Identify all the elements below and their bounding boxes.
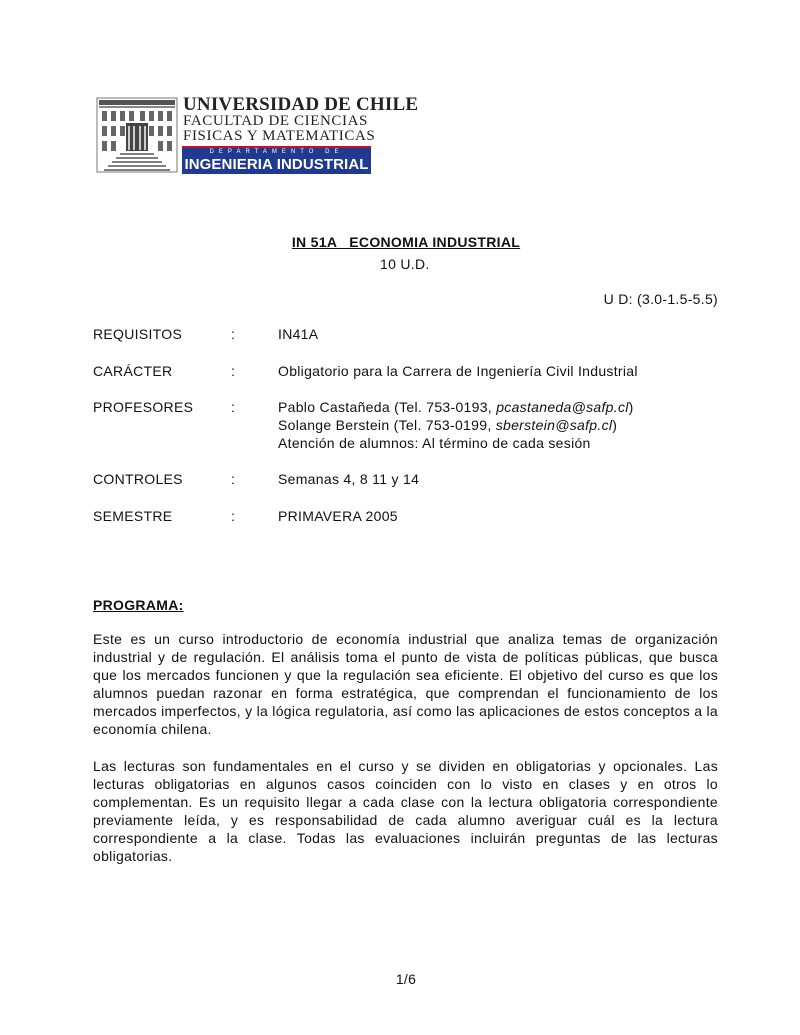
professor-2-name: Solange Berstein (Tel. 753-0199,: [278, 417, 496, 433]
controles-value: Semanas 4, 8 11 y 14: [278, 471, 420, 487]
programa-heading: PROGRAMA:: [93, 597, 184, 613]
logo-department-label: DEPARTAMENTO DE: [209, 149, 344, 155]
logo-faculty-line2: FISICAS Y MATEMATICAS: [183, 128, 376, 144]
profesores-label: PROFESORES: [93, 399, 194, 415]
professor-1-close: ): [628, 399, 634, 415]
caracter-value: Obligatorio para la Carrera de Ingeniería Civil Industrial: [278, 363, 638, 379]
requisitos-value: IN41A: [278, 326, 319, 342]
logo-university-name: UNIVERSIDAD DE CHILE: [183, 94, 419, 115]
caracter-colon: :: [231, 363, 236, 379]
university-logo: [96, 94, 419, 174]
building-icon: [96, 96, 178, 174]
semestre-value: PRIMAVERA 2005: [278, 508, 398, 524]
course-ud: U D: (3.0-1.5-5.5): [603, 291, 718, 307]
logo-faculty-line1: FACULTAD DE CIENCIAS: [183, 113, 368, 129]
controles-label: CONTROLES: [93, 471, 183, 487]
attention-hours: Atención de alumnos: Al término de cada sesión: [278, 435, 591, 451]
requisitos-colon: :: [231, 326, 236, 342]
professor-1: [278, 399, 634, 415]
profesores-colon: :: [231, 399, 236, 415]
professor-2-close: ): [612, 417, 618, 433]
professor-1-name: Pablo Castañeda (Tel. 753-0193,: [278, 399, 497, 415]
programa-paragraph-2: Las lecturas son fundamentales en el curso y se dividen en obligatorias y opcionales. Las lecturas obligatorias en algunos casos coinciden con lo visto en clases y en otros lo complementan. Es un requisito llegar a cada clase con la lectura obligatoria correspondiente previamente leída, y es responsabilidad de cada alumno averiguar cuál es la lectura correspondiente a la clase. Todas las evaluaciones incluirán preguntas de las lecturas obligatorias.: [93, 758, 718, 864]
programa-paragraph-1: Este es un curso introductorio de economía industrial que analiza temas de organización industrial y de regulación. El análisis toma el punto de vista de políticas públicas, que busca que los mercados funcionen y que la regulación sea eficiente. El objetivo del curso es que los alumnos puedan razonar en forma estratégica, que comprendan el funcionamiento de los mercados imperfectos, y la lógica regulatoria, así como las aplicaciones de estos conceptos a la economía chilena.: [93, 631, 718, 737]
controles-colon: :: [231, 471, 236, 487]
semestre-colon: :: [231, 508, 236, 524]
requisitos-label: REQUISITOS: [93, 326, 183, 342]
course-units: 10 U.D.: [380, 256, 430, 272]
professor-1-email[interactable]: pcastaneda@safp.cl: [496, 399, 629, 415]
caracter-label: CARÁCTER: [93, 363, 173, 379]
logo-department-band: [182, 148, 371, 174]
professor-2-email[interactable]: sberstein@safp.cl: [495, 417, 613, 433]
logo-department-name: INGENIERIA INDUSTRIAL: [184, 156, 369, 173]
professor-2: [278, 417, 617, 433]
page-number: 1/6: [395, 971, 417, 987]
course-title: IN 51A ECONOMIA INDUSTRIAL: [291, 234, 521, 250]
semestre-label: SEMESTRE: [93, 508, 173, 524]
